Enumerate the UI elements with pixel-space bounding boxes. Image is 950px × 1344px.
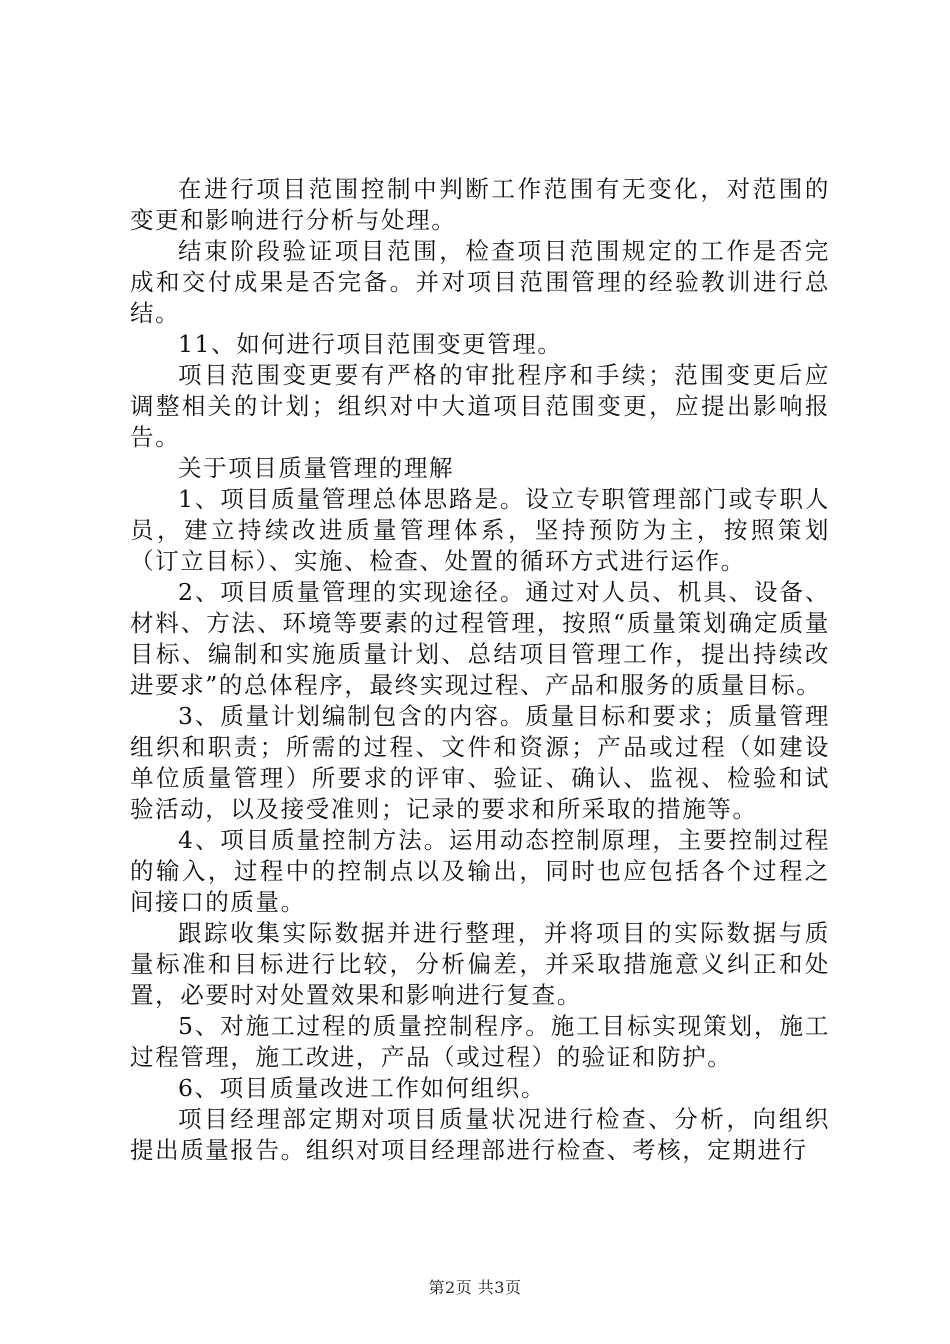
paragraph-data-tracking: 跟踪收集实际数据并进行整理，并将项目的实际数据与质量标准和目标进行比较，分析偏差，并采取措施意义纠正和处置，必要时对处置效果和影响进行复查。 xyxy=(130,919,830,1009)
document-body xyxy=(130,174,830,1166)
section-heading-quality: 关于项目质量管理的理解 xyxy=(178,454,455,482)
paragraph-scope-change: 项目范围变更要有严格的审批程序和手续；范围变更后应调整相关的计划；组织对中大道项目范围变更，应提出影响报告。 xyxy=(130,361,830,451)
paragraph-quality-improvement: 项目经理部定期对项目质量状况进行检查、分析，向组织提出质量报告。组织对项目经理部进行检查、考核，定期进行 xyxy=(130,1105,830,1164)
paragraph-scope-verification: 结束阶段验证项目范围，检查项目范围规定的工作是否完成和交付成果是否完备。并对项目范围管理的经验教训进行总结。 xyxy=(130,237,830,327)
paragraph-scope-control: 在进行项目范围控制中判断工作范围有无变化，对范围的变更和影响进行分析与处理。 xyxy=(130,175,830,234)
page-number-footer: 第2页 共3页 xyxy=(428,1278,522,1297)
paragraph-quality-control: 4、项目质量控制方法。运用动态控制原理，主要控制过程的输入，过程中的控制点以及输出，同时也应包括各个过程之间接口的质量。 xyxy=(130,826,830,916)
paragraph-quality-plan: 3、质量计划编制包含的内容。质量目标和要求；质量管理组织和职责；所需的过程、文件和资源；产品或过程（如建设单位质量管理）所要求的评审、验证、确认、监视、检验和试验活动，以及接受准则；记录的要求和所采取的措施等。 xyxy=(130,702,830,823)
paragraph-quality-path: 2、项目质量管理的实现途径。通过对人员、机具、设备、材料、方法、环境等要素的过程管理，按照“质量策划确定质量目标、编制和实施质量计划、总结项目管理工作，提出持续改进要求”的总体程序，最终实现过程、产品和服务的质量目标。 xyxy=(130,578,830,699)
heading-scope-change: 11、如何进行项目范围变更管理。 xyxy=(178,330,563,358)
paragraph-construction-control: 5、对施工过程的质量控制程序。施工目标实现策划，施工过程管理，施工改进，产品（或过程）的验证和防护。 xyxy=(130,1012,830,1071)
paragraph-quality-approach: 1、项目质量管理总体思路是。设立专职管理部门或专职人员，建立持续改进质量管理体系，坚持预防为主，按照策划（订立目标）、实施、检查、处置的循环方式进行运作。 xyxy=(130,485,830,575)
heading-quality-improvement: 6、项目质量改进工作如何组织。 xyxy=(178,1074,546,1102)
